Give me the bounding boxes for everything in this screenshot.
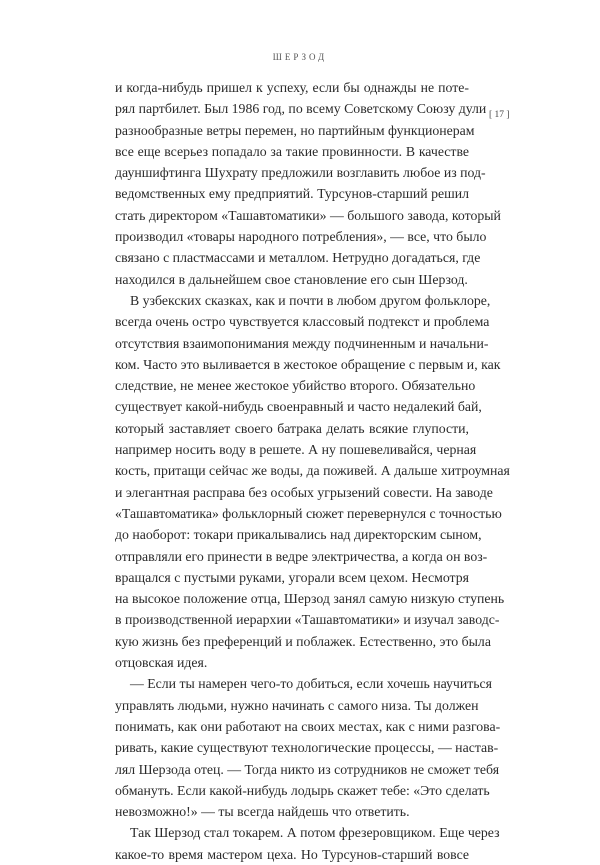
text-line: всегда очень остро чувствуется классовый подтекст и проблема — [115, 314, 490, 330]
text-line: следствие, не менее жестокое убийство второго. Обязательно — [115, 378, 476, 394]
text-line: производил «товары народного потребления», — все, что было — [115, 229, 487, 245]
text-line: невозможно!» — ты всегда найдешь что ответить. — [115, 804, 410, 820]
text-line: обмануть. Если какой-нибудь лодырь скажет тебе: «Это сделать — [115, 782, 490, 798]
text-line: рял партбилет. Был 1986 год, по всему Советскому Союзу дули — [115, 101, 487, 117]
text-line: Так Шерзод стал токарем. А потом фрезеровщиком. Еще через — [130, 825, 500, 841]
text-line: в производственной иерархии «Ташавтоматики» и изучал заводс- — [115, 612, 500, 628]
text-line: дауншифтинга Шухрату предложили возглавить любое из под- — [115, 165, 486, 181]
text-line: управлять людьми, нужно начинать с самого низа. Ты должен — [115, 697, 479, 713]
text-line: ком. Часто это выливается в жестокое обращение с первым и, как — [115, 356, 501, 372]
text-line: кую жизнь без преференций и поблажек. Естественно, это была — [115, 633, 491, 649]
text-line: разнообразные ветры перемен, но партийным функционерам — [115, 122, 475, 138]
text-line: понимать, как они работают на своих местах, как с ними разгова- — [115, 718, 501, 734]
text-line: ведомственных ему предприятий. Турсунов-старший решил — [115, 186, 469, 202]
page-number: [ 17 ] — [489, 110, 510, 120]
text-line: ривать, какие существуют технологические процессы, — настав- — [115, 740, 499, 756]
text-line: все еще всерьез попадало за такие провинности. В качестве — [115, 143, 469, 159]
text-line: находился в дальнейшем свое становление его сын Шерзод. — [115, 271, 468, 287]
text-line: и элегантная расправа без особых угрызений совести. На заводе — [115, 484, 493, 500]
text-line: В узбекских сказках, как и почти в любом другом фольклоре, — [130, 292, 491, 308]
text-line: на высокое положение отца, Шерзод занял самую низкую ступень — [115, 591, 505, 607]
text-line: который заставляет своего батрака делать всякие глупости, — [115, 420, 469, 436]
text-line: и когда-нибудь пришел к успеху, если бы однажды не поте- — [115, 80, 469, 95]
text-line: существует какой-нибудь своенравный и часто недалекий бай, — [115, 399, 482, 415]
text-line: какое-то время мастером цеха. Но Турсунов-старший вовсе — [115, 846, 469, 862]
text-line: «Ташавтоматика» фольклорный сюжет перевернулся с точностью — [115, 505, 502, 521]
text-line: кость, притащи сейчас же воды, да поживей. А дальше хитроумная — [115, 463, 510, 479]
text-line: стать директором «Ташавтоматики» — большого завода, который — [115, 207, 501, 223]
text-line: до наоборот: токари прикалывались над директорским сыном, — [115, 527, 482, 543]
text-line: отправляли его принести в ведре электричества, а когда он воз- — [115, 548, 488, 564]
text-line: отцовская идея. — [115, 655, 208, 671]
running-head-title: ШЕРЗОД — [272, 52, 328, 62]
text-line: связано с пластмассами и металлом. Нетрудно догадаться, где — [115, 250, 481, 266]
text-line: вращался с пустыми руками, угорали всем цехом. Несмотря — [115, 569, 469, 585]
text-line: — Если ты намерен чего-то добиться, если хочешь научиться — [130, 676, 493, 692]
text-line: лял Шерзода отец. — Тогда никто из сотрудников не сможет тебя — [115, 761, 500, 777]
text-line: например носить воду в решете. А ну пошевеливайся, черная — [115, 442, 477, 458]
text-line: отсутствия взаимопонимания между подчиненным и начальни- — [115, 335, 489, 351]
